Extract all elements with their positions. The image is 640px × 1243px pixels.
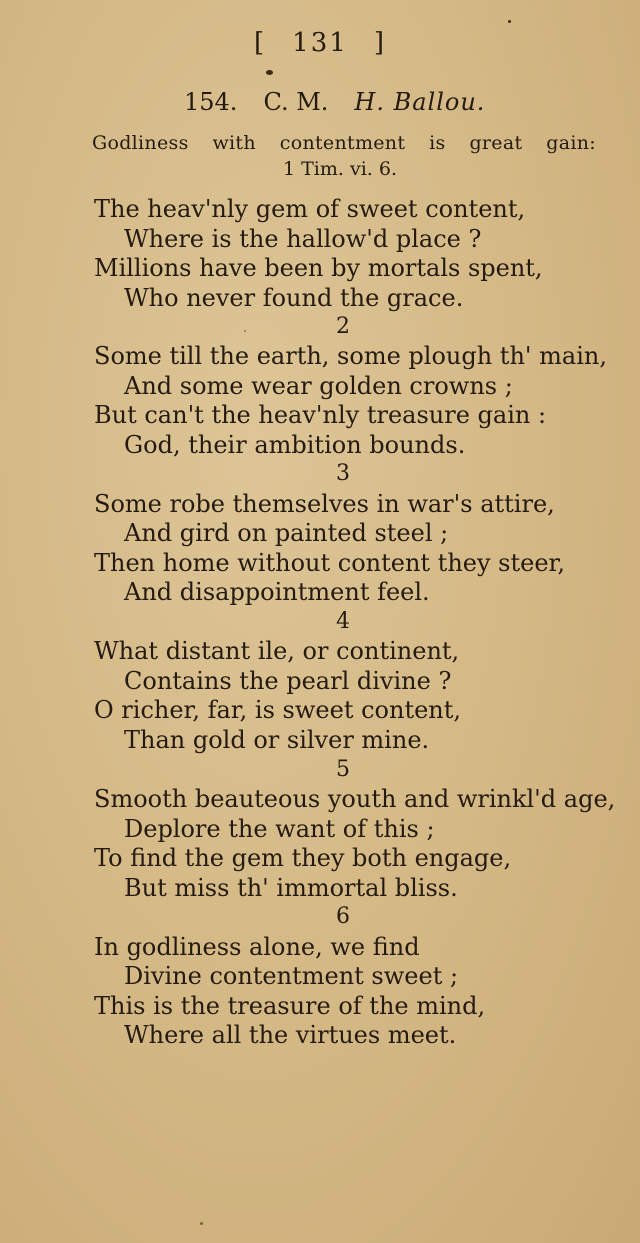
verse-4-line-1: What distant ile, or continent, <box>94 637 460 665</box>
verse-5-line-1: Smooth beauteous youth and wrinkl'd age, <box>94 785 616 813</box>
verse-5-line-2: Deplore the want of this ; <box>124 815 435 843</box>
verse-number-3: 3 <box>336 461 350 486</box>
page-number-header <box>0 28 640 58</box>
verse-5-line-3: To find the gem they both engage, <box>94 844 512 872</box>
bracket-open: [ <box>254 28 267 58</box>
verse-6-line-3: This is the treasure of the mind, <box>94 992 486 1020</box>
verse-1-line-1: The heav'nly gem of sweet content, <box>94 195 526 223</box>
hymn-author: H. Ballou. <box>354 88 486 116</box>
verse-2-line-3: But can't the heav'nly treasure gain : <box>94 401 547 429</box>
verse-6-line-1: In godliness alone, we find <box>94 933 420 961</box>
scripture-reference: 1 Tim. vi. 6. <box>283 158 397 180</box>
verse-number-5: 5 <box>336 757 350 782</box>
verse-number-4: 4 <box>336 609 350 634</box>
verse-3-line-2: And gird on painted steel ; <box>124 519 449 547</box>
ink-speck <box>266 70 273 75</box>
epigraph: Godliness with contentment is great gain: <box>92 132 596 154</box>
verse-6-line-4: Where all the virtues meet. <box>124 1021 457 1049</box>
verse-number-2: 2 <box>336 314 350 339</box>
bracket-close: ] <box>373 28 386 58</box>
page-number: 131 <box>292 28 348 58</box>
ink-speck <box>508 20 511 23</box>
verse-number-6: 6 <box>336 904 350 929</box>
ink-speck <box>244 330 246 332</box>
verse-4-line-3: O richer, far, is sweet content, <box>94 696 462 724</box>
verse-2-line-2: And some wear golden crowns ; <box>124 372 513 400</box>
verse-3-line-4: And disappointment feel. <box>124 578 430 606</box>
hymn-header <box>184 88 584 116</box>
verse-1-line-4: Who never found the grace. <box>124 284 464 312</box>
verse-5-line-4: But miss th' immortal bliss. <box>124 874 458 902</box>
verse-1-line-3: Millions have been by mortals spent, <box>94 254 543 282</box>
verse-6-line-2: Divine contentment sweet ; <box>124 962 459 990</box>
verse-2-line-1: Some till the earth, some plough th' main, <box>94 342 607 370</box>
verse-3-line-3: Then home without content they steer, <box>94 549 565 577</box>
verse-4-line-4: Than gold or silver mine. <box>124 726 430 754</box>
hymn-number: 154. <box>184 88 238 116</box>
verse-3-line-1: Some robe themselves in war's attire, <box>94 490 555 518</box>
hymn-meter: C. M. <box>263 88 329 116</box>
verse-2-line-4: God, their ambition bounds. <box>124 431 466 459</box>
verse-4-line-2: Contains the pearl divine ? <box>124 667 452 695</box>
verse-1-line-2: Where is the hallow'd place ? <box>124 225 482 253</box>
ink-speck <box>200 1222 203 1225</box>
